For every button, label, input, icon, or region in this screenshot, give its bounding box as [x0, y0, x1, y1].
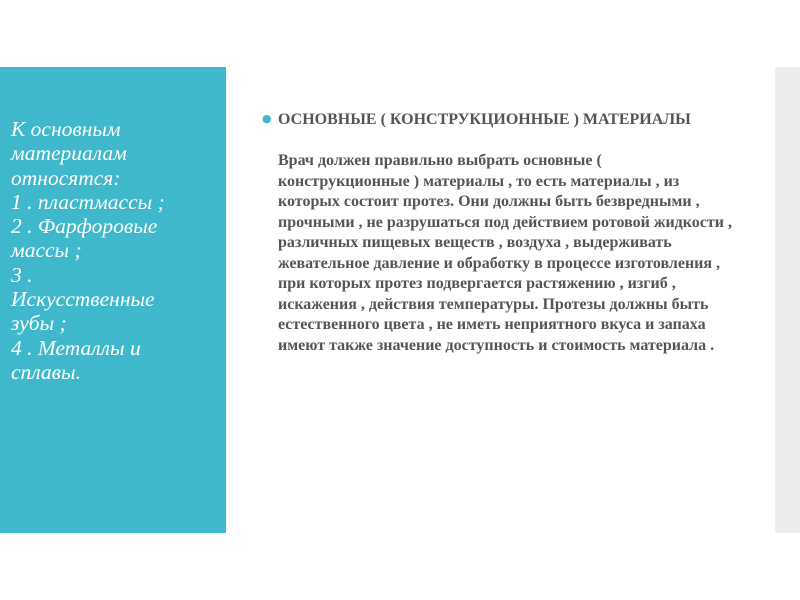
left-panel	[0, 67, 226, 533]
materials-list-text: К основным материалам относятся: 1 . пластмассы ; 2 . Фарфоровые массы ; 3 . Искусственные зубы ; 4 . Металлы и сплавы.	[11, 117, 165, 384]
right-side-bar	[775, 67, 800, 533]
content-area	[262, 110, 732, 356]
body-paragraph: Врач должен правильно выбрать основные ( конструкционные ) материалы , то есть материалы , из которых состоит протез. Они должны быть безвредными , прочными , не разрушаться под действием ротовой жидкости , различных пищевых веществ , воздуха , выдерживать жевательное давление и обработку в процессе изготовления , при которых протез подвергается растяжению , изгиб , искажения , действия температуры. Протезы должны быть естественного цвета , не иметь неприятного вкуса и запаха имеют также значение доступность и стоимость материала .	[278, 152, 732, 354]
section-heading: ОСНОВНЫЕ ( КОНСТРУКЦИОННЫЕ ) МАТЕРИАЛЫ	[278, 111, 691, 128]
bullet-dot-icon: ●	[262, 112, 272, 125]
